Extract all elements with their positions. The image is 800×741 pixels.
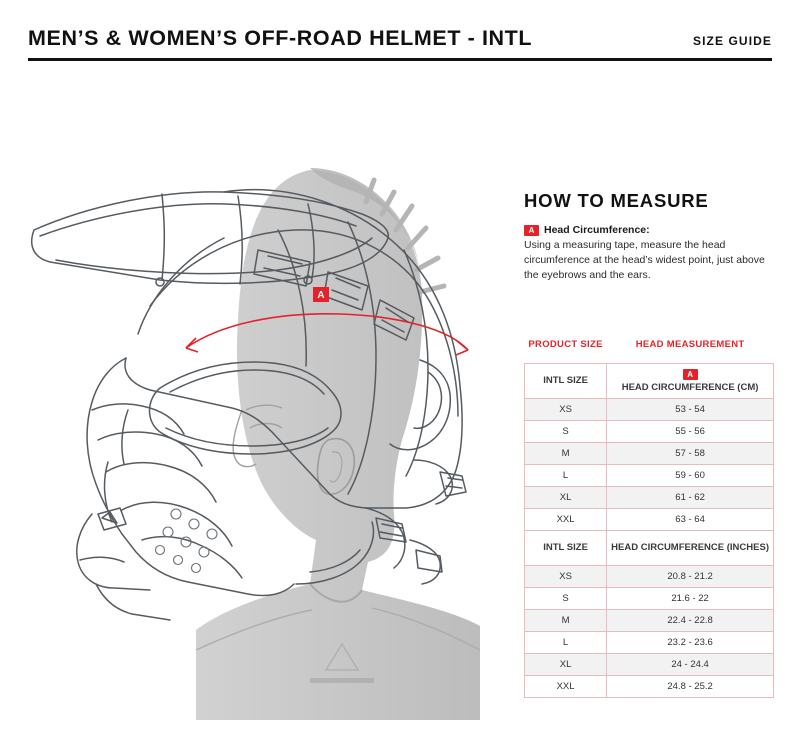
table-row	[525, 566, 774, 588]
page-header	[28, 22, 772, 66]
table-row	[525, 509, 774, 531]
table-row	[525, 465, 774, 487]
table-row	[525, 588, 774, 610]
table-row	[525, 676, 774, 698]
head-circumference-description: Using a measuring tape, measure the head circumference at the head’s widest point, just above the eyebrows and the ears.	[524, 239, 765, 281]
cell-size: L	[525, 465, 607, 487]
cell-value: 24.8 - 25.2	[607, 676, 774, 698]
head-circumference-label: Head Circumference:	[544, 224, 650, 236]
cell-size: M	[525, 443, 607, 465]
table-row	[525, 654, 774, 676]
cell-size: XXL	[525, 509, 607, 531]
cell-value: 59 - 60	[607, 465, 774, 487]
subheader-intl-size-cm: INTL SIZE	[525, 364, 607, 399]
table-header-row	[525, 330, 774, 364]
subheader-head-circumference-cm	[607, 364, 774, 399]
cell-value: 21.6 - 22	[607, 588, 774, 610]
subheader-head-circumference-cm-text: HEAD CIRCUMFERENCE (CM)	[621, 381, 759, 393]
callout-badge-a: A	[524, 225, 539, 236]
cell-value: 24 - 24.4	[607, 654, 774, 676]
head-silhouette	[196, 168, 480, 720]
how-to-measure-title: HOW TO MEASURE	[524, 190, 709, 211]
cell-value: 63 - 64	[607, 509, 774, 531]
cell-value: 53 - 54	[607, 399, 774, 421]
subheader-intl-size-in: INTL SIZE	[525, 531, 607, 566]
head-circumference-row	[524, 224, 774, 236]
header-head-measurement: HEAD MEASUREMENT	[635, 338, 745, 350]
callout-badge-a-table: A	[683, 369, 698, 380]
page-title: MEN’S & WOMEN’S OFF-ROAD HELMET - INTL	[28, 26, 533, 50]
cell-size: XS	[525, 399, 607, 421]
cell-size: S	[525, 421, 607, 443]
table-row	[525, 421, 774, 443]
cell-size: XL	[525, 654, 607, 676]
cell-size: XXL	[525, 676, 607, 698]
table-row	[525, 487, 774, 509]
diagram-callout-label: A	[317, 290, 325, 301]
cell-value: 22.4 - 22.8	[607, 610, 774, 632]
table-subheader-inches	[525, 531, 774, 566]
cell-value: 20.8 - 21.2	[607, 566, 774, 588]
header-product-size: PRODUCT SIZE	[528, 338, 603, 350]
cell-value: 23.2 - 23.6	[607, 632, 774, 654]
cell-size: XL	[525, 487, 607, 509]
subheader-head-circumference-in: HEAD CIRCUMFERENCE (INCHES)	[607, 531, 774, 566]
table-row	[525, 443, 774, 465]
cell-value: 57 - 58	[607, 443, 774, 465]
table-subheader-cm	[525, 364, 774, 399]
cell-size: L	[525, 632, 607, 654]
table-row	[525, 632, 774, 654]
size-guide-label: SIZE GUIDE	[692, 34, 772, 48]
how-to-measure-section	[524, 190, 774, 283]
cell-size: M	[525, 610, 607, 632]
helmet-diagram	[10, 110, 500, 720]
header-divider	[28, 58, 772, 61]
cell-value: 55 - 56	[607, 421, 774, 443]
table-row	[525, 610, 774, 632]
cell-size: XS	[525, 566, 607, 588]
cell-size: S	[525, 588, 607, 610]
cell-value: 61 - 62	[607, 487, 774, 509]
size-chart-table	[524, 330, 774, 698]
table-row	[525, 399, 774, 421]
